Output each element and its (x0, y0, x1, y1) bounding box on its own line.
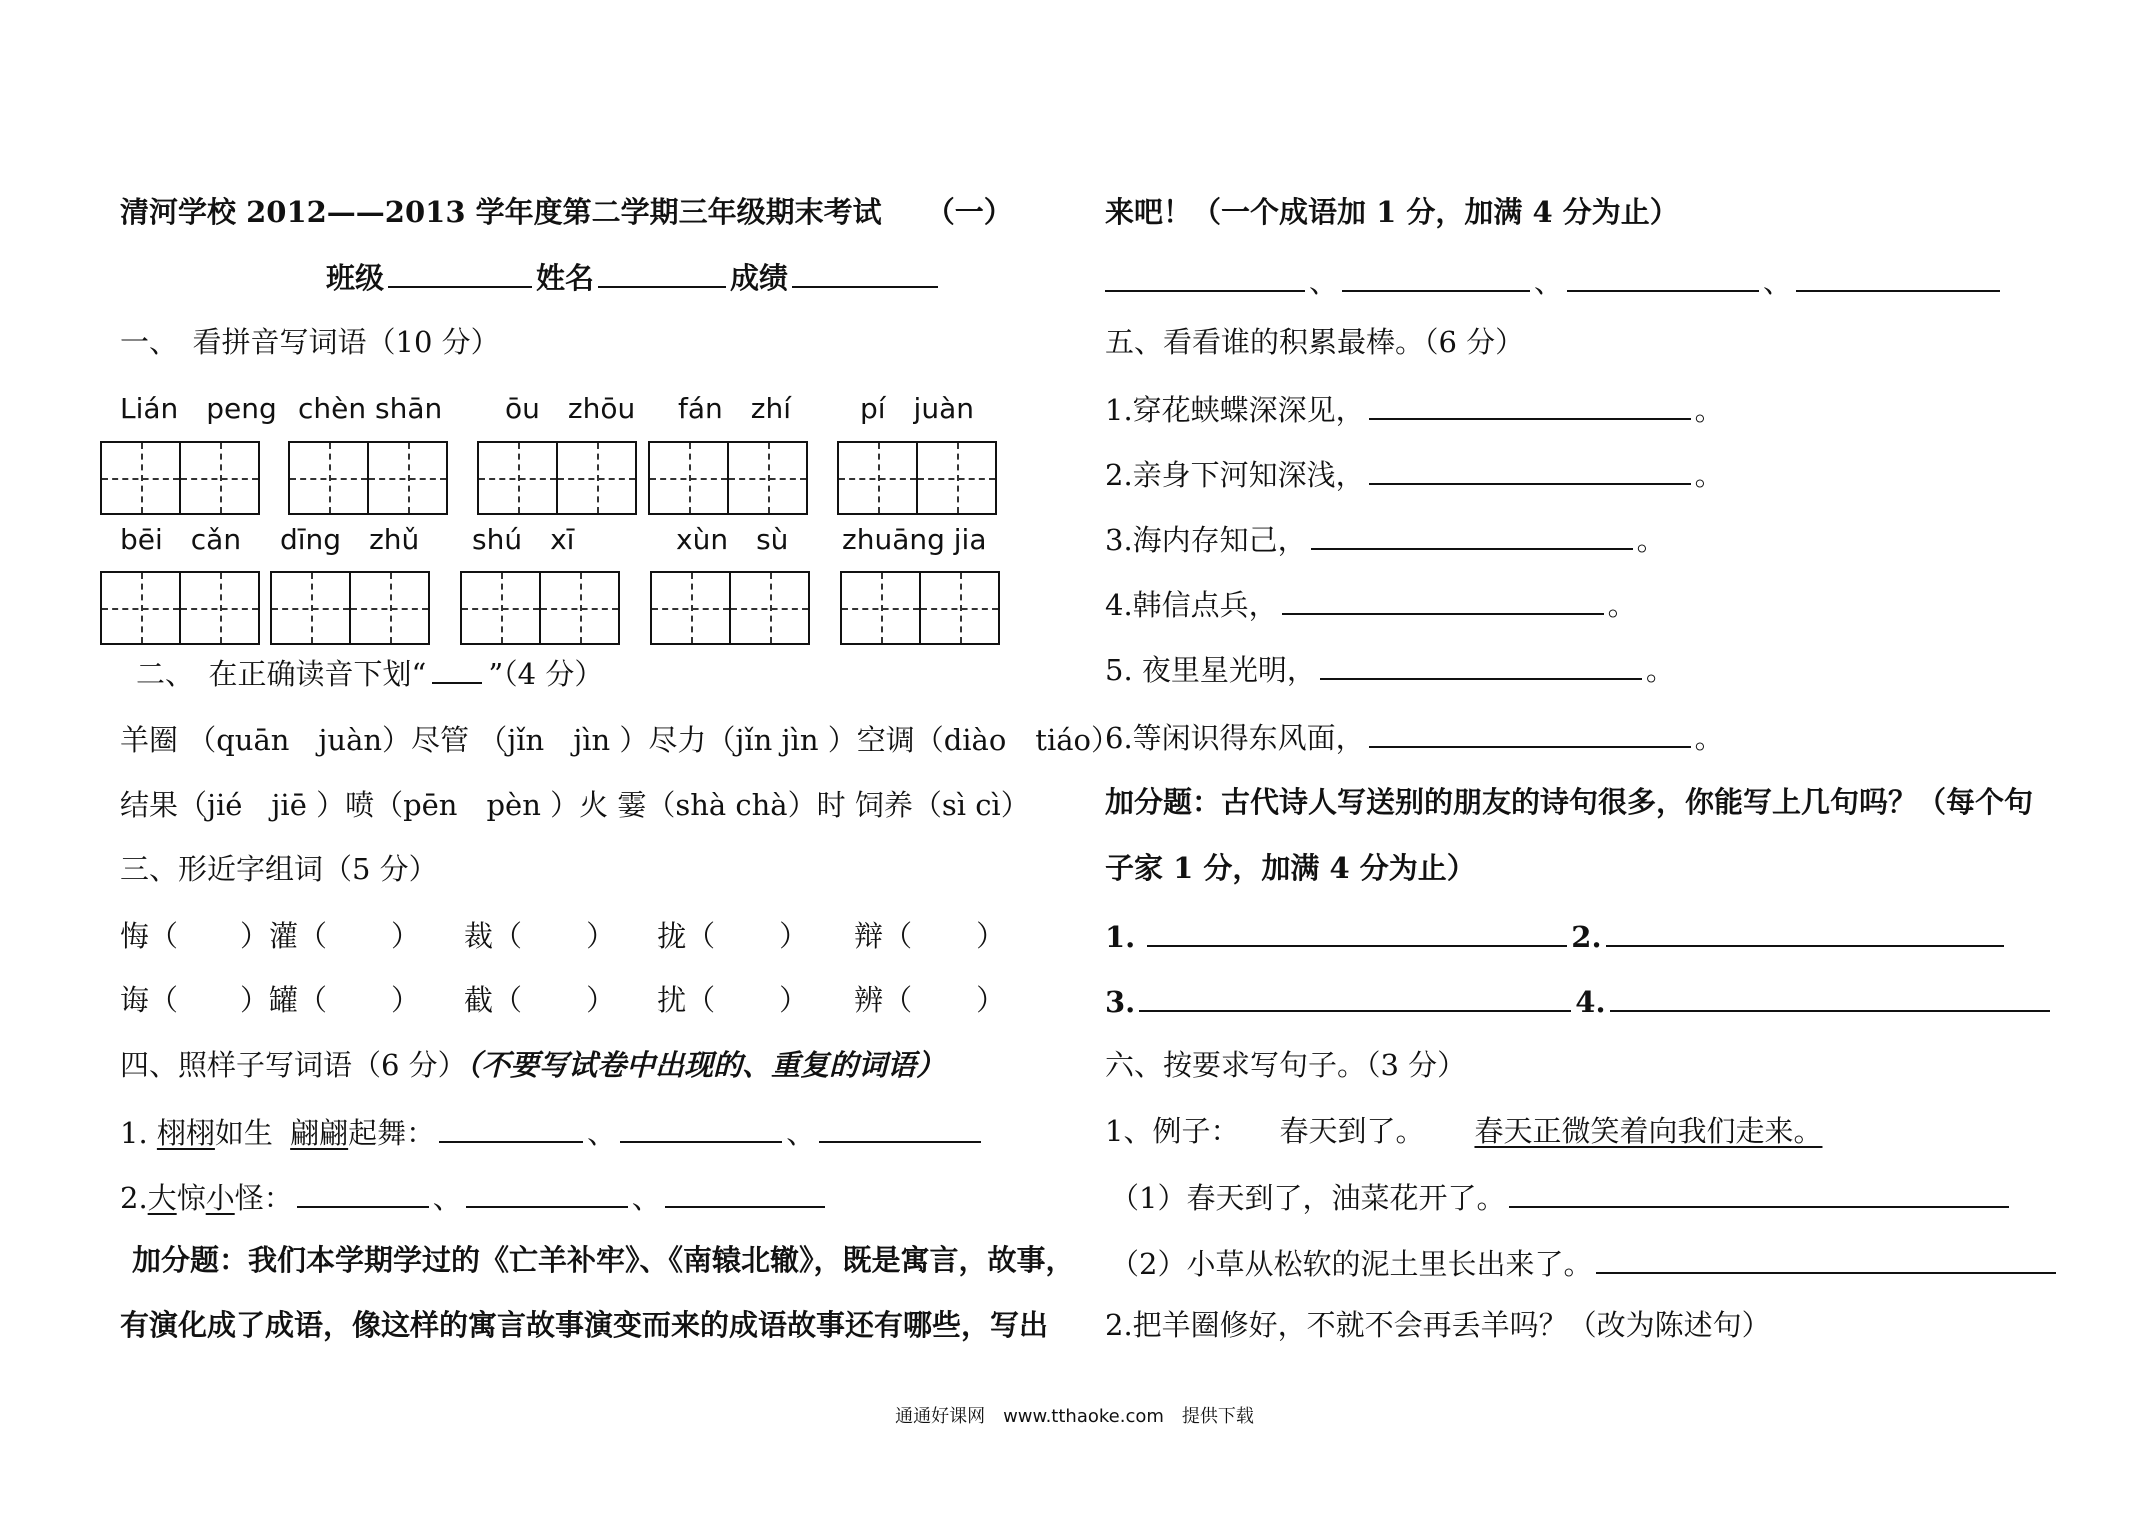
separator: 、 (1309, 265, 1339, 299)
pinyin-1-1: Lián peng (120, 392, 277, 425)
writing-grid-1-5[interactable] (837, 441, 997, 515)
char-close: ） (391, 983, 421, 1017)
section4-q2 (120, 1178, 829, 1216)
poem-line-1 (1105, 390, 1724, 428)
section4-heading-text: 四、照样子写词语（6 分） (120, 1048, 467, 1082)
poem-line-3 (1105, 520, 1666, 558)
answer-blank[interactable] (665, 1178, 825, 1208)
q2-number: 2. (120, 1181, 148, 1215)
section3-row1 (120, 918, 1005, 954)
char-close: ） (779, 983, 809, 1017)
answer-label: 2. (1571, 920, 1602, 954)
pinyin-2-2: dīng zhǔ (280, 523, 420, 556)
section1-heading: 一、 看拼音写词语（10 分） (120, 325, 500, 359)
writing-grid-1-3[interactable] (477, 441, 637, 515)
period: 。 (1694, 393, 1724, 427)
q1-example-rest: 如生 (214, 1116, 273, 1150)
writing-grid-2-1[interactable] (100, 571, 260, 645)
char-item: 辨（ (854, 983, 913, 1017)
period: 。 (1694, 458, 1724, 492)
char-close: ） (976, 919, 1006, 953)
pinyin-1-4: fán zhí (678, 392, 791, 425)
name-field[interactable] (598, 258, 726, 288)
char-close: ） (586, 919, 616, 953)
rewrite-prompt: （2）小草从松软的泥土里长出来了。 (1110, 1247, 1593, 1281)
section2-heading (136, 654, 603, 692)
poem-prompt: 5. 夜里星光明， (1105, 653, 1316, 687)
poem-blank[interactable] (1311, 520, 1633, 550)
idiom-blank[interactable] (1342, 262, 1530, 292)
separator: 、 (587, 1116, 617, 1150)
rewrite-prompt: （1）春天到了，油菜花开了。 (1110, 1181, 1506, 1215)
bonus1-line3: 来吧！（一个成语加 1 分，加满 4 分为止） (1105, 195, 1679, 229)
q1-example2-underlined: 翩翩 (290, 1116, 349, 1150)
footer-source: 通通好课网 www.tthaoke.com 提供下载 (895, 1406, 1254, 1427)
bonus2-line1: 加分题：古代诗人写送别的朋友的诗句很多，你能写上几句吗？（每个句 (1105, 785, 2034, 819)
score-label: 成绩 (730, 261, 789, 295)
poem-blank[interactable] (1369, 718, 1691, 748)
pinyin-2-3: shú xī (472, 523, 575, 556)
char-item: ）罐（ (240, 983, 328, 1017)
poem-line-6 (1105, 718, 1724, 756)
idiom-blank[interactable] (1105, 262, 1305, 292)
title-suffix: （一） (925, 195, 1013, 229)
q1-example-underlined: 栩栩 (156, 1116, 215, 1150)
poem-blank[interactable] (1369, 390, 1691, 420)
answer-blank[interactable] (819, 1113, 981, 1143)
verse-blank[interactable] (1610, 982, 2050, 1012)
char-item: 截（ (464, 983, 523, 1017)
section2-line1: 羊圈 （quān juàn）尽管 （jǐn jìn ）尽力（jǐn jìn ）空调（diào tiáo） (120, 723, 1120, 757)
pinyin-1-5: pí juàn (860, 392, 974, 425)
answer-blank[interactable] (439, 1113, 583, 1143)
section2-line2: 结果（jié jiē ）喷（pēn pèn ）火 霎（shà chà）时 饲养（sì cì） (120, 788, 1030, 822)
separator: 、 (432, 1181, 462, 1215)
poem-line-2 (1105, 455, 1724, 493)
section6-q2 (1110, 1244, 2060, 1282)
header-fields (326, 258, 942, 296)
example-answer: 春天正微笑着向我们走来。 (1474, 1114, 1823, 1148)
q2-char-underlined: 小 (205, 1181, 235, 1215)
score-field[interactable] (792, 258, 938, 288)
char-close: ） (976, 983, 1006, 1017)
poem-line-5 (1105, 650, 1675, 688)
pinyin-1-3: ōu zhōu (505, 392, 636, 425)
poem-line-4 (1105, 585, 1637, 623)
period: 。 (1645, 653, 1675, 687)
period: 。 (1694, 721, 1724, 755)
pinyin-1-2: chèn shān (298, 392, 443, 425)
char-item: ）灌（ (240, 919, 328, 953)
section3-row2 (120, 982, 1005, 1018)
class-label: 班级 (326, 261, 385, 295)
bonus2-line2: 子家 1 分，加满 4 分为止） (1105, 851, 1476, 885)
period: 。 (1636, 523, 1666, 557)
pinyin-2-4: xùn sù (676, 523, 789, 556)
writing-grid-2-4[interactable] (650, 571, 810, 645)
section2-heading-post: ”（4 分） (488, 657, 604, 691)
name-label: 姓名 (536, 261, 595, 295)
separator: 、 (786, 1116, 816, 1150)
bonus2-row2 (1105, 982, 2054, 1020)
verse-blank[interactable] (1147, 917, 1567, 947)
bonus2-row1 (1105, 917, 2008, 955)
separator: 、 (1763, 265, 1793, 299)
poem-blank[interactable] (1369, 455, 1691, 485)
q1-number: 1. (120, 1116, 148, 1150)
answer-label: 3. (1105, 985, 1136, 1019)
poem-prompt: 4.韩信点兵， (1105, 588, 1278, 622)
char-close: ） (586, 983, 616, 1017)
char-item: 拢（ (657, 919, 716, 953)
section6-q3: 2.把羊圈修好，不就不会再丢羊吗？（改为陈述句） (1105, 1308, 1771, 1342)
char-item: 悔（ (120, 919, 179, 953)
section2-heading-pre: 二、 在正确读音下划“ (136, 657, 427, 691)
char-item: 辩（ (854, 919, 913, 953)
section4-q1 (120, 1113, 985, 1151)
rewrite-blank[interactable] (1596, 1244, 2056, 1274)
char-close: ） (779, 919, 809, 953)
bonus1-line1: 加分题：我们本学期学过的《亡羊补牢》、《南辕北辙》，既是寓言，故事， (132, 1243, 1075, 1277)
writing-grid-2-3[interactable] (460, 571, 620, 645)
writing-grid-2-5[interactable] (840, 571, 1000, 645)
answer-blank[interactable] (620, 1113, 782, 1143)
poem-prompt: 1.穿花蛱蝶深深见， (1105, 393, 1365, 427)
poem-blank[interactable] (1320, 650, 1642, 680)
pinyin-2-1: bēi cǎn (120, 523, 242, 556)
rewrite-blank[interactable] (1509, 1178, 2009, 1208)
idiom-blank[interactable] (1796, 262, 2000, 292)
q2-char-underlined: 大 (147, 1181, 177, 1215)
char-item: 裁（ (464, 919, 523, 953)
example-label: 1、例子： (1105, 1114, 1240, 1148)
pinyin-2-5: zhuāng jia (842, 523, 987, 556)
char-item: 诲（ (120, 983, 179, 1017)
writing-grid-1-4[interactable] (648, 441, 808, 515)
writing-grid-2-2[interactable] (270, 571, 430, 645)
poem-prompt: 3.海内存知己， (1105, 523, 1307, 557)
title-text: 清河学校 2012——2013 学年度第二学期三年级期末考试 (120, 195, 882, 229)
bonus1-line2: 有演化成了成语，像这样的寓言故事演变而来的成语故事还有哪些，写出 (120, 1308, 1049, 1342)
poem-prompt: 2.亲身下河知深浅， (1105, 458, 1365, 492)
writing-grid-1-2[interactable] (288, 441, 448, 515)
answer-label: 1. (1105, 920, 1136, 954)
separator: 、 (1534, 265, 1564, 299)
period: 。 (1607, 588, 1637, 622)
class-field[interactable] (388, 258, 532, 288)
example-sentence: 春天到了。 (1279, 1114, 1425, 1148)
section4-heading (120, 1047, 945, 1083)
answer-blank[interactable] (466, 1178, 628, 1208)
bonus1-blanks (1105, 262, 2004, 300)
exam-title (120, 194, 1013, 230)
poem-prompt: 6.等闲识得东风面， (1105, 721, 1365, 755)
section5-heading: 五、看看谁的积累最棒。（6 分） (1105, 325, 1525, 359)
idiom-blank[interactable] (1567, 262, 1759, 292)
underline-sample (432, 654, 482, 684)
q2-char: 惊 (176, 1181, 206, 1215)
verse-blank[interactable] (1606, 917, 2004, 947)
section6-q1 (1110, 1178, 2013, 1216)
q2-char: 怪： (234, 1181, 293, 1215)
section4-note: （不要写试卷中出现的、重复的词语） (466, 1048, 946, 1082)
answer-label: 4. (1575, 985, 1606, 1019)
answer-blank[interactable] (297, 1178, 429, 1208)
poem-blank[interactable] (1282, 585, 1604, 615)
writing-grid-1-1[interactable] (100, 441, 260, 515)
section6-example (1105, 1113, 1832, 1149)
q1-example2-rest: 起舞： (348, 1116, 436, 1150)
char-close: ） (391, 919, 421, 953)
separator: 、 (631, 1181, 661, 1215)
section3-heading: 三、形近字组词（5 分） (120, 852, 438, 886)
verse-blank[interactable] (1139, 982, 1571, 1012)
char-item: 扰（ (657, 983, 716, 1017)
section6-heading: 六、按要求写句子。（3 分） (1105, 1048, 1467, 1082)
